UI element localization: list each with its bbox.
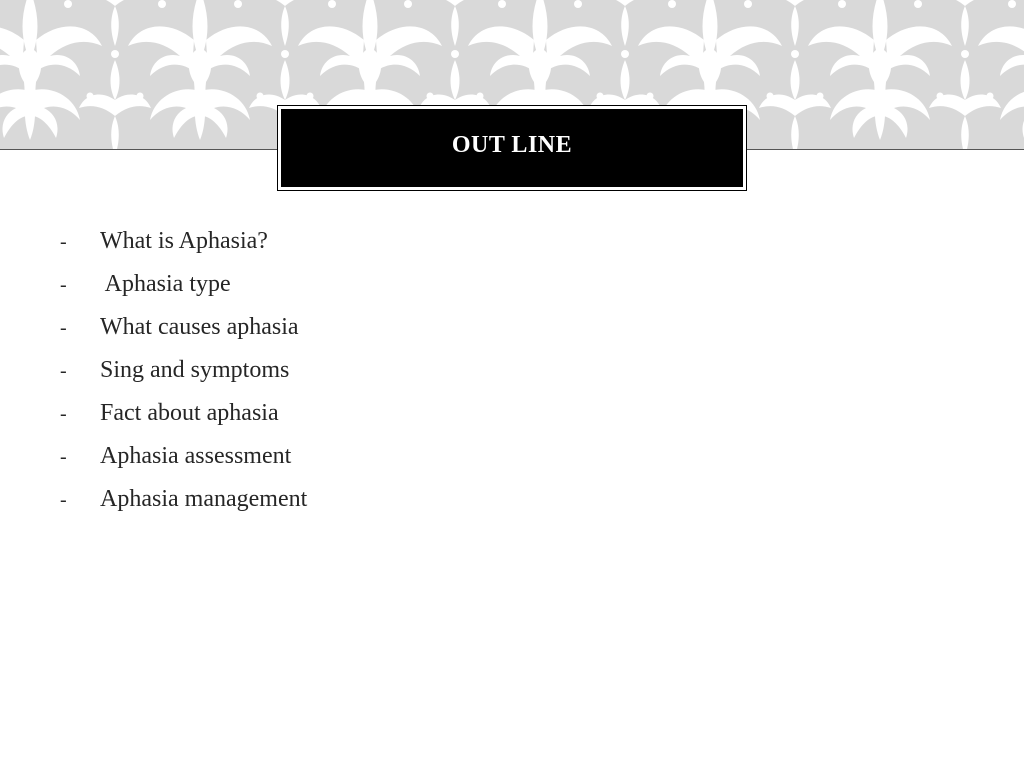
bullet-marker: -: [60, 489, 67, 511]
bullet-marker: -: [60, 274, 67, 296]
list-item-text: Aphasia assessment: [100, 443, 292, 469]
list-item: [56, 271, 307, 314]
list-item: [56, 228, 307, 271]
bullet-marker: -: [60, 317, 67, 339]
list-item-text: Aphasia type: [100, 271, 231, 297]
list-item: [56, 357, 307, 400]
bullet-marker: -: [60, 446, 67, 468]
bullet-marker: -: [60, 403, 67, 425]
list-item-text: What is Aphasia?: [100, 228, 268, 254]
list-item: [56, 400, 307, 443]
list-item: [56, 486, 307, 529]
list-item: [56, 314, 307, 357]
outline-list: [56, 228, 307, 529]
slide-title: OUT LINE: [451, 131, 573, 158]
bullet-marker: -: [60, 231, 67, 253]
title-box: [281, 109, 743, 187]
list-item-text: Aphasia management: [100, 486, 308, 512]
title-frame: [277, 105, 747, 191]
list-item-text: What causes aphasia: [100, 314, 299, 340]
list-item-text: Fact about aphasia: [100, 400, 279, 426]
list-item-text: Sing and symptoms: [100, 357, 290, 383]
bullet-marker: -: [60, 360, 67, 382]
list-item: [56, 443, 307, 486]
